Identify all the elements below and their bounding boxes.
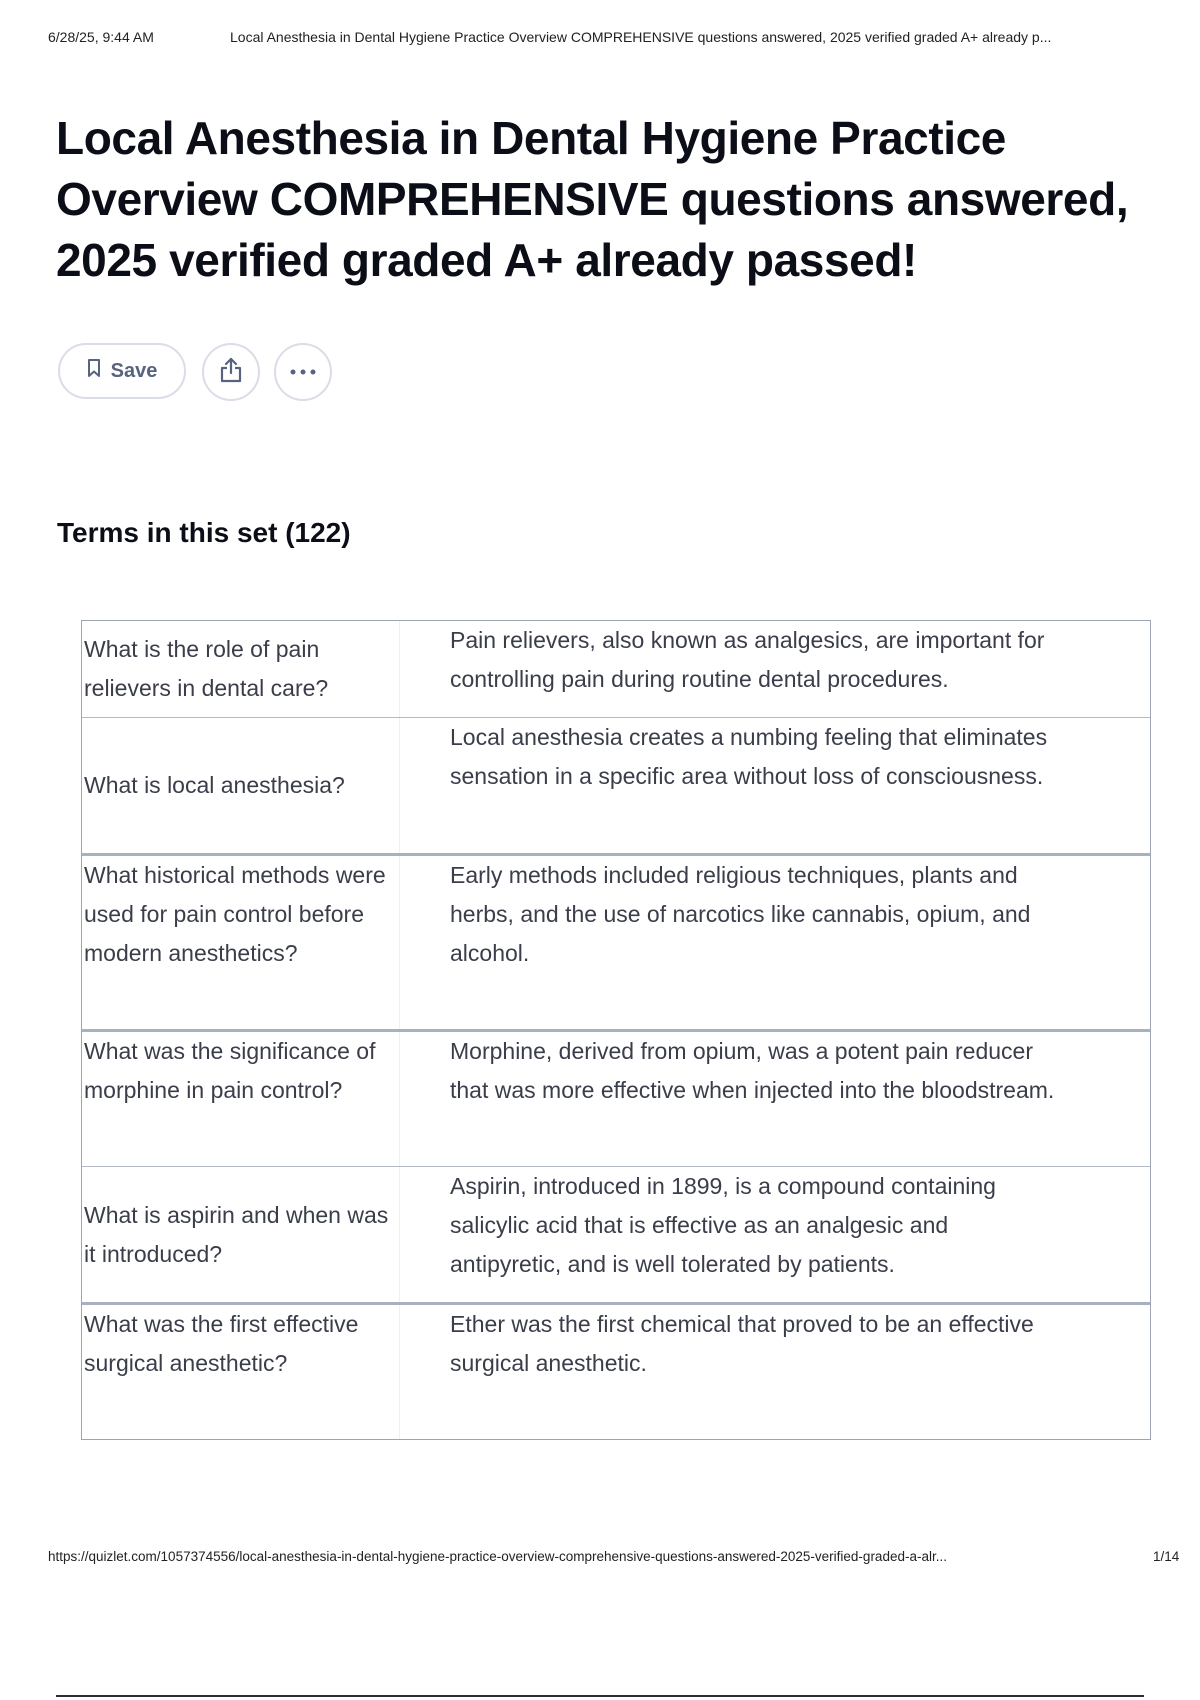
term-answer: Ether was the first chemical that proved to be an effective surgical anesthetic. xyxy=(450,1311,1034,1376)
save-button[interactable] xyxy=(58,343,186,399)
print-header xyxy=(48,29,1180,51)
print-date: 6/28/25, 9:44 AM xyxy=(48,29,154,45)
term-row xyxy=(82,853,1150,1029)
more-options-button[interactable] xyxy=(274,343,332,401)
terms-heading: Terms in this set (122) xyxy=(57,517,351,548)
term-row xyxy=(82,621,1150,717)
page-title: Local Anesthesia in Dental Hygiene Practice Overview COMPREHENSIVE questions answered, 2025 verified graded A+ already passed! xyxy=(56,112,1129,286)
term-question: What is the role of pain relievers in dental care? xyxy=(82,621,400,717)
page-divider xyxy=(56,1695,1144,1697)
term-row xyxy=(82,1166,1150,1302)
term-row xyxy=(82,1029,1150,1166)
term-question: What is local anesthesia? xyxy=(82,718,400,853)
term-answer: Local anesthesia creates a numbing feeling that eliminates sensation in a specific area without loss of consciousness. xyxy=(450,724,1048,789)
term-answer: Aspirin, introduced in 1899, is a compound containing salicylic acid that is effective as an analgesic and antipyretic, and is well tolerated by patients. xyxy=(450,1173,996,1277)
save-label: Save xyxy=(110,359,158,382)
term-question: What is aspirin and when was it introduced? xyxy=(82,1167,400,1302)
term-row xyxy=(82,1302,1150,1439)
more-icon xyxy=(289,363,317,381)
term-question: What was the significance of morphine in pain control? xyxy=(82,1032,400,1166)
print-url: https://quizlet.com/1057374556/local-anesthesia-in-dental-hygiene-practice-overview-comprehensive-questions-answered-2025-verified-graded-a-alr... xyxy=(48,1549,947,1564)
term-question: What historical methods were used for pain control before modern anesthetics? xyxy=(82,856,400,1029)
term-answer: Early methods included religious techniques, plants and herbs, and the use of narcotics like cannabis, opium, and alcohol. xyxy=(450,862,1031,966)
term-answer: Morphine, derived from opium, was a potent pain reducer that was more effective when injected into the bloodstream. xyxy=(450,1038,1055,1103)
print-footer xyxy=(48,1549,1180,1569)
term-answer: Pain relievers, also known as analgesics, are important for controlling pain during routine dental procedures. xyxy=(450,627,1045,692)
bookmark-icon xyxy=(87,358,101,384)
term-question: What was the first effective surgical anesthetic? xyxy=(82,1305,400,1439)
term-row xyxy=(82,717,1150,853)
share-icon xyxy=(218,356,244,389)
share-button[interactable] xyxy=(202,343,260,401)
terms-table xyxy=(81,620,1151,1440)
print-title: Local Anesthesia in Dental Hygiene Practice Overview COMPREHENSIVE questions answered, 2025 verified graded A+ already p... xyxy=(230,29,1052,45)
page-number: 1/14 xyxy=(1153,1549,1180,1564)
